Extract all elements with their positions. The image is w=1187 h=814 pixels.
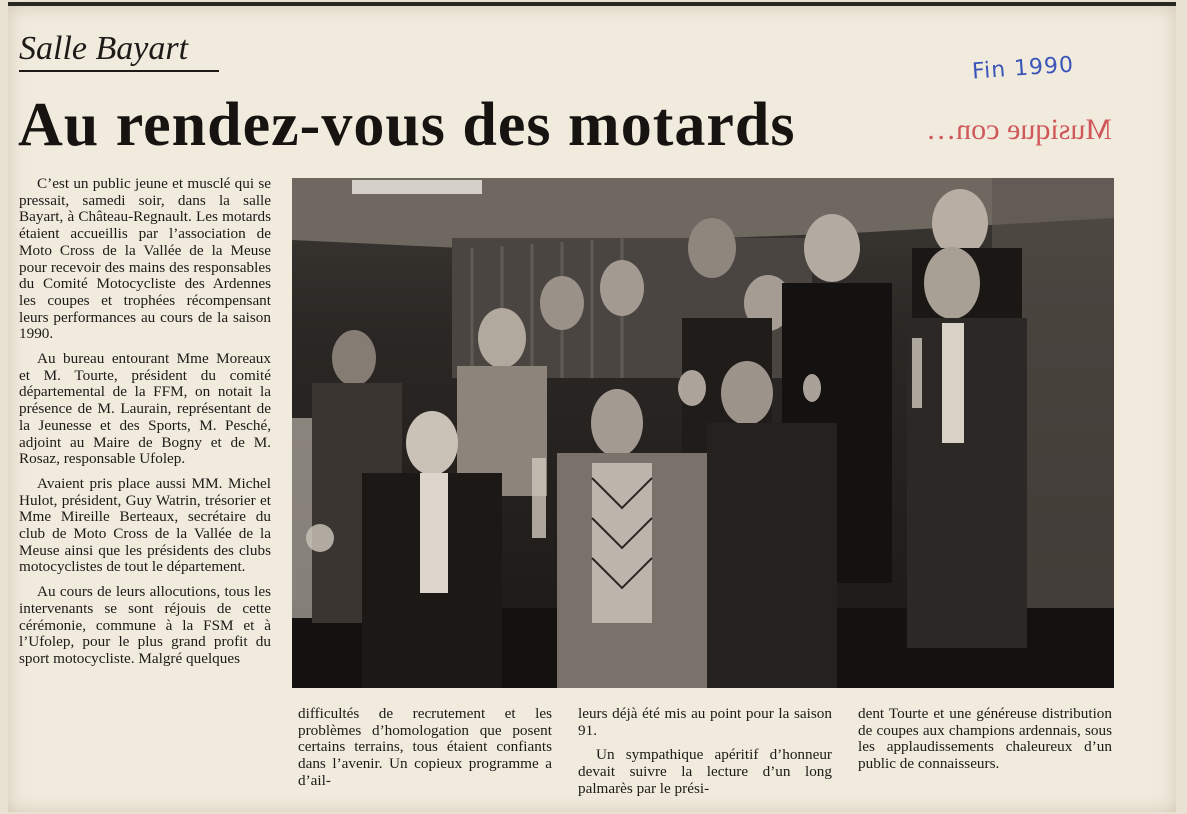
article-column-4 bbox=[858, 706, 1112, 806]
paragraph: difficultés de recrutement et les problèmes d’homologation que posent certains terrains, tous étaient confiants dans l’avenir. Un copieux programme a d’ail- bbox=[298, 706, 552, 789]
kicker-underline bbox=[19, 70, 219, 72]
show-through-red-text: Musique con… bbox=[926, 113, 1112, 146]
paragraph: dent Tourte et une généreuse distribution de coupes aux champions ardennais, sous les applaudissements chaleureux d’un public de connaisseurs. bbox=[858, 706, 1112, 773]
kicker-title: Salle Bayart bbox=[19, 30, 189, 67]
paragraph: C’est un public jeune et musclé qui se pressait, samedi soir, dans la salle Bayart, à Château-Regnault. Les motards étaient accueillis par l’association de Moto Cross de la Vallée de la Meuse pour recevoir des mains des responsables du Comité Motocycliste des Ardennes les coupes et trophées récompensant leurs performances au cours de la saison 1990. bbox=[19, 176, 271, 343]
article-column-3 bbox=[578, 706, 832, 806]
paragraph: leurs déjà été mis au point pour la saison 91. bbox=[578, 706, 832, 739]
paragraph: Au bureau entourant Mme Moreaux et M. Tourte, président du comité départemental de la FFM, on notait la présence de M. Laurain, représentant de la Jeunesse et des Sports, M. Pesché, adjoint au Maire de Bogny et de M. Rosaz, responsable Ufolep. bbox=[19, 350, 271, 468]
paragraph: Au cours de leurs allocutions, tous les intervenants se sont réjouis de cette cérémonie, commune à la FSM et à l’Ufolep, pour le plus grand profit du sport motocycliste. Malgré quelques bbox=[19, 583, 271, 667]
handwritten-date-note: Fin 1990 bbox=[971, 52, 1075, 85]
group-photograph bbox=[292, 178, 1114, 688]
paragraph: Avaient pris place aussi MM. Michel Hulot, président, Guy Watrin, trésorier et Mme Mireille Berteaux, secrétaire du club de Moto Cross de la Vallée de la Meuse ainsi que les présidents des clubs motocyclistes de tout le département. bbox=[19, 474, 271, 576]
article-column-1 bbox=[19, 176, 271, 798]
paragraph: Un sympathique apéritif d’honneur devait suivre la lecture d’un long palmarès par le prési- bbox=[578, 746, 832, 797]
headline: Au rendez-vous des motards bbox=[18, 91, 796, 159]
article-column-2 bbox=[298, 706, 552, 806]
photo-illustration bbox=[292, 178, 1114, 688]
